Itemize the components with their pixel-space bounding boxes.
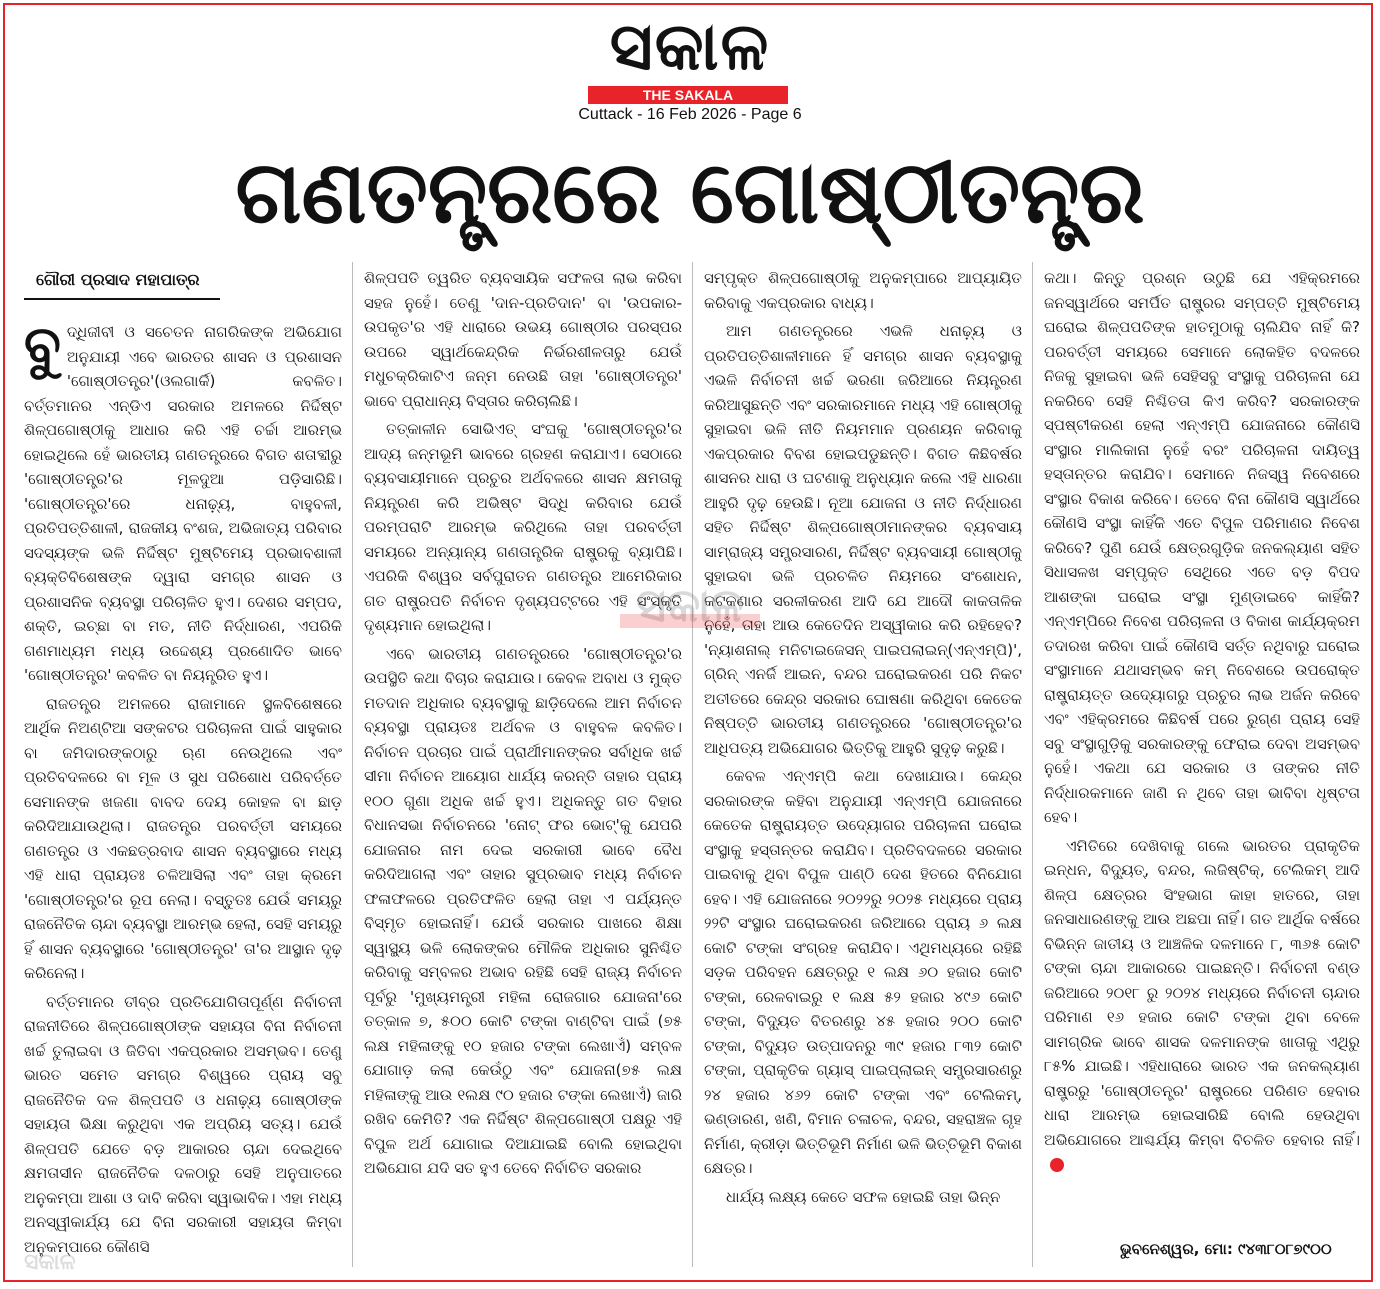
byline-underline [24,298,220,300]
column-divider [692,262,693,1267]
masthead [0,0,1380,135]
article-headline: ଗଣତନ୍ତ୍ରରେ ଗୋଷ୍ଠୀତନ୍ତ୍ର [235,143,1145,243]
logo-subtitle: THE SAKALA [642,87,734,103]
paragraph: କେବଳ ଏନ୍‌ଏମ୍‌ପି କଥା ଦେଖାଯାଉ। କେନ୍ଦ୍ର ସରକାରଙ୍କ କହିବା ଅନୁଯାୟୀ ଏନ୍‌ଏମ୍‌ପି ଯୋଜନାରେ କେତେକ ରାଷ୍ଟ୍ରାୟତ୍ତ ଉଦ୍ୟୋଗର ପରିଚାଳନା ଘରୋଇ ସଂସ୍ଥାକୁ ହସ୍ତାନ୍ତର କରାଯିବ। ପ୍ରତିବଦଳରେ ସରକାର ପାଇବାକୁ ଥିବା ବିପୁଳ ପାଣ୍ଠି ଦେଶ ହିତରେ ବିନିଯୋଗ ହେବ। ଏହି ଯୋଜନାରେ ୨୦୨୨ରୁ ୨୦୨୫ ମଧ୍ୟରେ ପ୍ରାୟ ୨୨ଟି ସଂସ୍ଥାର ଘରୋଇକରଣ ଜରିଆରେ ପ୍ରାୟ ୬ ଲକ୍ଷ କୋଟି ଟଙ୍କା ସଂଗ୍ରହ କରାଯିବ। ଏଥିମଧ୍ୟରେ ରହିଛି ସଡ଼କ ପରିବହନ କ୍ଷେତ୍ରରୁ ୧ ଲକ୍ଷ ୬୦ ହଜାର କୋଟି ଟଙ୍କା, ରେଳବାଇରୁ ୧ ଲକ୍ଷ ୫୨ ହଜାର ୪୯୬ କୋଟି ଟଙ୍କା, ବିଦ୍ୟୁତ ବିତରଣରୁ ୪୫ ହଜାର ୨୦୦ କୋଟି ଟଙ୍କା, ବିଦ୍ୟୁତ ଉତ୍ପାଦନରୁ ୩୯ ହଜାର ୮୩୨ କୋଟି ଟଙ୍କା, ପ୍ରାକୃତିକ ଗ୍ୟାସ୍ ପାଇପ୍‌ଲାଇନ୍ ସମ୍ପ୍ରସାରଣରୁ ୨୪ ହଜାର ୪୬୨ କୋଟି ଟଙ୍କା ଏବଂ ଟେଲିକମ୍, ଭଣ୍ଡାରଣ, ଖଣି, ବିମାନ ଚଳାଚଳ, ବନ୍ଦର, ସହରାଞ୍ଚଳ ଗୃହ ନିର୍ମାଣ, କ୍ରୀଡ଼ା ଭିତ୍ତିଭୂମି ନିର୍ମାଣ ଭଳି ଭିତ୍ତିଭୂମି ବିକାଶ କ୍ଷେତ୍ର। [704,767,1022,1177]
drop-cap: ବୁ [24,320,61,377]
article-column-1 [24,320,342,1266]
paragraph: ସମ୍ପୃକ୍ତ ଶିଳ୍ପଗୋଷ୍ଠୀକୁ ଅନୁକମ୍ପାରେ ଆପ୍ୟାୟିତ କରିବାକୁ ଏକପ୍ରକାର ବାଧ୍ୟ। [704,269,1022,312]
dateline: Cuttack - 16 Feb 2026 - Page 6 [578,106,802,123]
newspaper-logo: ସକାଳ [609,8,771,85]
watermark-band [620,614,760,628]
article-column-2 [364,266,682,1266]
column-divider [1032,262,1033,1267]
paragraph: ଆମ ଗଣତନ୍ତ୍ରରେ ଏଭଳି ଧନାଢ଼୍ୟ ଓ ପ୍ରତିପତ୍ତିଶାଳୀମାନେ ହିଁ ସମଗ୍ର ଶାସନ ବ୍ୟବସ୍ଥାକୁ ଏଭଳି ନିର୍ବାଚନୀ ଖର୍ଚ୍ଚ ଭରଣା ଜରିଆରେ ନିୟନ୍ତ୍ରଣ କରିଆସୁଛନ୍ତି ଏବଂ ସରକାରମାନେ ମଧ୍ୟ ଏହି ଗୋଷ୍ଠୀକୁ ସୁହାଇବା ଭଳି ନୀତି ନିୟମମାନ ପ୍ରଣୟନ କରିବାକୁ ଏକପ୍ରକାର ବିବଶ ହୋଇପଡୁଛନ୍ତି। ବିଗତ କିଛିବର୍ଷର ଶାସନର ଧାରା ଓ ଘଟଣାକୁ ଅନୁଧ୍ୟାନ କଲେ ଏହି ଧାରଣା ଆହୁରି ଦୃଢ଼ ହେଉଛି। ନୂଆ ଯୋଜନା ଓ ନୀତି ନିର୍ଦ୍ଧାରଣ ସହିତ ନିର୍ଦ୍ଦିଷ୍ଟ ଶିଳ୍ପଗୋଷ୍ଠୀମାନଙ୍କର ବ୍ୟବସାୟ ସାମ୍ରାଜ୍ୟ ସମ୍ପ୍ରସାରଣ, ନିର୍ଦ୍ଦିଷ୍ଟ ବ୍ୟବସାୟୀ ଗୋଷ୍ଠୀକୁ ସୁହାଇବା ଭଳି ପ୍ରଚଳିତ ନିୟମରେ ସଂଶୋଧନ, କଟକଣାର ସରଳୀକରଣ ଆଦି ଯେ ଆଦୌ କାକତାଳିକ ନୁହେଁ, ତାହା ଆଉ କେତେଦିନ ଅସ୍ୱୀକାର କରି ରହିହେବ? 'ନ୍ୟାଶନାଲ୍ ମନିଟାଇଜେସନ୍ ପାଇପଲାଇନ୍(ଏନ୍‌ଏମ୍‌ପି)', ଗ୍ରିନ୍ ଏନର୍ଜି ଆଇନ, ବନ୍ଦର ଘରୋଇକରଣ ପରି ନିକଟ ଅତୀତରେ କେନ୍ଦ୍ର ସରକାର ଘୋଷଣା କରିଥିବା କେତେକ ନିଷ୍ପତ୍ତି ଭାରତୀୟ ଗଣତନ୍ତ୍ରରେ 'ଗୋଷ୍ଠୀତନ୍ତ୍ର'ର ଆଧିପତ୍ୟ ଅଭିଯୋଗର ଭିତ୍ତିକୁ ଆହୁରି ସୁଦୃଢ଼ କରୁଛି। [704,322,1022,757]
end-mark-icon [1050,1158,1064,1172]
paragraph: କଥା। କିନ୍ତୁ ପ୍ରଶ୍ନ ଉଠୁଛି ଯେ ଏହିକ୍ରମରେ ଜନସ୍ୱାର୍ଥରେ ସମର୍ପିତ ରାଷ୍ଟ୍ରର ସମ୍ପତ୍ତି ମୁଷ୍ଟିମେୟ ଘରୋଇ ଶିଳ୍ପପତିଙ୍କ ହାତମୁଠାକୁ ଚାଲିଯିବ ନାହିଁ କି? ପରବର୍ତ୍ତୀ ସମୟରେ ସେମାନେ ଲୋକହିତ ବଦଳରେ ନିଜକୁ ସୁହାଇବା ଭଳି ସେହିସବୁ ସଂସ୍ଥାକୁ ପରିଚାଳନା ଯେ ନକରିବେ ସେହି ନିଶ୍ଚିତତା କିଏ କରିବ? ସରକାରଙ୍କ ସ୍ପଷ୍ଟୀକରଣ ହେଲା ଏନ୍‌ଏମ୍‌ପି ଯୋଜନାରେ କୌଣସି ସଂସ୍ଥାର ମାଲିକାନା ନୁହେଁ ବରଂ ପରିଚାଳନା ଦାୟିତ୍ୱ ହସ୍ତାନ୍ତର କରାଯିବ। ସେମାନେ ନିଜସ୍ୱ ନିବେଶରେ ସଂସ୍ଥାର ବିକାଶ କରିବେ। ତେବେ ବିନା କୌଣସି ସ୍ୱାର୍ଥରେ କୌଣସି ସଂସ୍ଥା କାହିଁକି ଏତେ ବିପୁଳ ପରିମାଣର ନିବେଶ କରିବେ? ପୁଣି ଯେଉଁ କ୍ଷେତ୍ରଗୁଡ଼ିକ ଜନକଲ୍ୟାଣ ସହିତ ସିଧାସଳଖ ସମ୍ପୃକ୍ତ ସେଥିରେ ଏତେ ବଡ଼ ବିପଦ ଆଶଙ୍କା ଘରୋଇ ସଂସ୍ଥା ମୁଣ୍ଡାଇବେ କାହିଁକି? ଏନ୍‌ଏମ୍‌ପିରେ ନିବେଶ ପରିଚାଳନା ଓ ବିକାଶ କାର୍ଯ୍ୟକ୍ରମ ତଦାରଖ କରିବା ପାଇଁ କୌଣସି ସର୍ତ୍ତ ନଥିବାରୁ ଘରୋଇ ସଂସ୍ଥାମାନେ ଯଥାସମ୍ଭବ କମ୍ ନିବେଶରେ ଉପରୋକ୍ତ ରାଷ୍ଟ୍ରାୟତ୍ତ ଉଦ୍ୟୋଗରୁ ପ୍ରଚୁର ଲାଭ ଅର୍ଜନ କରିବେ ଏବଂ ଏହିକ୍ରମରେ କିଛିବର୍ଷ ପରେ ରୁଗ୍ଣ ପ୍ରାୟ ସେହି ସବୁ ସଂସ୍ଥାଗୁଡ଼ିକୁ ସରକାରଙ୍କୁ ଫେରାଇ ଦେବା ଅସମ୍ଭବ ନୁହେଁ। ଏକଥା ଯେ ସରକାର ଓ ତାଙ୍କର ନୀତି ନିର୍ଦ୍ଧାରକମାନେ ଜାଣି ନ ଥିବେ ତାହା ଭାବିବା ଧୃଷ୍ଟତା ହେବ। [1044,269,1360,826]
paragraph: ରାଜତନ୍ତ୍ର ଅମଳରେ ରାଜାମାନେ ସ୍ଥଳବିଶେଷରେ ଆର୍ଥିକ ନିଅଣ୍ଟିଆ ସଙ୍କଟର ପରିଚାଳନା ପାଇଁ ସାହୁକାର ବା ଜମିଦାରଙ୍କଠାରୁ ଋଣ ନେଉଥିଲେ ଏବଂ ପ୍ରତିବଦଳରେ ବା ମୂଳ ଓ ସୁଧ ପରିଶୋଧ ପରିବର୍ତ୍ତେ ସେମାନଙ୍କ ଖଜଣା ବାବଦ ଦେୟ କୋହଳ ବା ଛାଡ଼ କରିଦିଆଯାଉଥିଲା। ରାଜତନ୍ତ୍ର ପରବର୍ତ୍ତୀ ସମୟରେ ଗଣତନ୍ତ୍ର ଓ ଏକଛତ୍ରବାଦ ଶାସନ ବ୍ୟବସ୍ଥାରେ ମଧ୍ୟ ଏହି ଧାରା ପ୍ରାୟତଃ ଚଳିଆସିଲା ଏବଂ ତାହା କ୍ରମେ 'ଗୋଷ୍ଠୀତନ୍ତ୍ର'ର ରୂପ ନେଲା। ବସ୍ତୁତଃ ଯେଉଁ ସମୟରୁ ରାଜନୈତିକ ଚାନ୍ଦା ବ୍ୟବସ୍ଥା ଆରମ୍ଭ ହେଲା, ସେହି ସମୟରୁ ହିଁ ଶାସନ ବ୍ୟବସ୍ଥାରେ 'ଗୋଷ୍ଠୀତନ୍ତ୍ର' ତା'ର ଆସ୍ଥାନ ଦୃଢ଼ କରିନେଲା। [24,694,342,982]
paragraph: ଧାର୍ଯ୍ୟ ଲକ୍ଷ୍ୟ କେତେ ସଫଳ ହୋଇଛି ତାହା ଭିନ୍ନ [726,1187,1001,1206]
article-column-3 [704,266,1022,1266]
paragraph: ବୁଦ୍ଧିଜୀବୀ ଓ ସଚେତନ ନାଗରିକଙ୍କ ଅଭିଯୋଗ ଅନୁଯାୟୀ ଏବେ ଭାରତର ଶାସନ ଓ ପ୍ରଶାସନ 'ଗୋଷ୍ଠୀତନ୍ତ୍ର'(ଓଲଗାର୍କି) କବଳିତ। ବର୍ତ୍ତମାନର ଏନ୍‌ଡିଏ ସରକାର ଅମଳରେ ନିର୍ଦ୍ଦିଷ୍ଟ ଶିଳ୍ପଗୋଷ୍ଠୀକୁ ଆଧାର କରି ଏହି ଚର୍ଚ୍ଚା ଆରମ୍ଭ ହୋଇଥିଲେ ହେଁ ଭାରତୀୟ ଗଣତନ୍ତ୍ରରେ ବିଗତ ଶତାବ୍ଦୀରୁ 'ଗୋଷ୍ଠୀତନ୍ତ୍ର'ର ମୂଳଦୁଆ ପଡ଼ିସାରିଛି। 'ଗୋଷ୍ଠୀତନ୍ତ୍ର'ରେ ଧନାଢ଼୍ୟ, ବାହୁବଳୀ, ପ୍ରତିପତ୍ତିଶାଳୀ, ରାଜକୀୟ ବଂଶଜ, ଅଭିଜାତ୍ୟ ପରିବାର ସଦସ୍ୟଙ୍କ ଭଳି ନିର୍ଦ୍ଦିଷ୍ଟ ମୁଷ୍ଟିମେୟ ପ୍ରଭାବଶାଳୀ ବ୍ୟକ୍ତିବିଶେଷଙ୍କ ଦ୍ୱାରା ସମଗ୍ର ଶାସନ ଓ ପ୍ରଶାସନିକ ବ୍ୟବସ୍ଥା ପରିଚାଳିତ ହୁଏ। ଦେଶର ସମ୍ପଦ, ଶକ୍ତି, ଇଚ୍ଛା ବା ମତ, ନୀତି ନିର୍ଦ୍ଧାରଣ, ଏପରିକି ଗଣମାଧ୍ୟମ ମଧ୍ୟ ଉଦ୍ଦେଶ୍ୟ ପ୍ରଣୋଦିତ ଭାବେ 'ଗୋଷ୍ଠୀତନ୍ତ୍ର' କବଳିତ ବା ନିୟନ୍ତ୍ରିତ ହୁଏ। [24,320,342,684]
paragraph: ଶିଳ୍ପପତି ତ୍ୱରିତ ବ୍ୟବସାୟିକ ସଫଳତା ଲାଭ କରିବା ସହଜ ନୁହେଁ। ତେଣୁ 'ଦାନ-ପ୍ରତିଦାନ' ବା 'ଉପକାର-ଉପକୃତ'ର ଏହି ଧାରାରେ ଉଭୟ ଗୋଷ୍ଠୀର ପରସ୍ପର ଉପରେ ସ୍ୱାର୍ଥକେନ୍ଦ୍ରିକ ନିର୍ଭରଶୀଳତାରୁ ଯେଉଁ ମଧୁଚକ୍ରିକାଟିଏ ଜନ୍ମ ନେଉଛି ତାହା 'ଗୋଷ୍ଠୀତନ୍ତ୍ର' ଭାବେ ପ୍ରାଧାନ୍ୟ ବିସ୍ତାର କରିଚାଲିଛି। [364,269,682,410]
author-signoff: ଭୁବନେଶ୍ୱର, ମୋ: ୯୪୩୮୦୮୭୯୦୦ [1120,1240,1332,1258]
paragraph: ଏବେ ଭାରତୀୟ ଗଣତନ୍ତ୍ରରେ 'ଗୋଷ୍ଠୀତନ୍ତ୍ର'ର ଉପସ୍ଥିତି କଥା ବିଚାର କରାଯାଉ। କେବଳ ଅବାଧ ଓ ମୁକ୍ତ ମତଦାନ ଅଧିକାର ବ୍ୟବସ୍ଥାକୁ ଛାଡ଼ିଦେଲେ ଆମ ନିର୍ବାଚନ ବ୍ୟବସ୍ଥା ପ୍ରାୟତଃ ଅର୍ଥବଳ ଓ ବାହୁବଳ କବଳିତ। ନିର୍ବାଚନ ପ୍ରଚାର ପାଇଁ ପ୍ରାର୍ଥୀମାନଙ୍କର ସର୍ବାଧିକ ଖର୍ଚ୍ଚ ସୀମା ନିର୍ବାଚନ ଆୟୋଗ ଧାର୍ଯ୍ୟ କରନ୍ତି ତାହାର ପ୍ରାୟ ୧୦୦ ଗୁଣା ଅଧିକ ଖର୍ଚ୍ଚ ହୁଏ। ଅଧିକନ୍ତୁ ଗତ ବିହାର ବିଧାନସଭା ନିର୍ବାଚନରେ 'ନୋଟ୍ ଫର ଭୋଟ୍'କୁ ଯେପରି ଯୋଜନାର ନାମ ଦେଇ ସରକାରୀ ଭାବେ ବୈଧ କରିଦିଆଗଲା ଏବଂ ତାହାର ସୁପ୍ରଭାବ ମଧ୍ୟ ନିର୍ବାଚନ ଫଳାଫଳରେ ପ୍ରତିଫଳିତ ହେଲା ତାହା ଏ ପର୍ଯ୍ୟନ୍ତ ବିସ୍ମୃତ ହୋଇନାହିଁ। ଯେଉଁ ସରକାର ପାଖରେ ଶିକ୍ଷା ସ୍ୱାସ୍ଥ୍ୟ ଭଳି ଲୋକଙ୍କର ମୌଳିକ ଅଧିକାର ସୁନିଶ୍ଚିତ କରିବାକୁ ସମ୍ବଳର ଅଭାବ ରହିଛି ସେହି ରାଜ୍ୟ ନିର୍ବାଚନ ପୂର୍ବରୁ 'ମୁଖ୍ୟମନ୍ତ୍ରୀ ମହିଳା ରୋଜଗାର ଯୋଜନା'ରେ ତତ୍କାଳ ୭, ୫୦୦ କୋଟି ଟଙ୍କା ବାଣ୍ଟିବା ପାଇଁ (୭୫ ଲକ୍ଷ ମହିଳାଙ୍କୁ ୧୦ ହଜାର ଟଙ୍କା ଲେଖାଏଁ) ସମ୍ବଳ ଯୋଗାଡ଼ କଲା କେଉଁଠୁ ଏବଂ ଯୋଜନା(୭୫ ଲକ୍ଷ ମହିଳାଙ୍କୁ ଆଉ ୧ଲକ୍ଷ ୯୦ ହଜାର ଟଙ୍କା ଲେଖାଏଁ) ଜାରି ରଖିବ କେମିତି? ଏକ ନିର୍ଦ୍ଦିଷ୍ଟ ଶିଳ୍ପଗୋଷ୍ଠୀ ପକ୍ଷରୁ ଏହି ବିପୁଳ ଅର୍ଥ ଯୋଗାଇ ଦିଆଯାଇଛି ବୋଲି ହୋଇଥିବା ଅଭିଯୋଗ ଯଦି ସତ ହୁଏ ତେବେ ନିର୍ବାଚିତ ସରକାର [364,644,682,1177]
paragraph: ଏମିତିରେ ଦେଖିବାକୁ ଗଲେ ଭାରତର ପ୍ରାକୃତିକ ଇନ୍ଧନ, ବିଦ୍ୟୁତ୍, ବନ୍ଦର, ଲଜିଷ୍ଟିକ୍, ଟେଲିକମ୍ ଆଦି ଶିଳ୍ପ କ୍ଷେତ୍ରର ସିଂହଭାଗ କାହା ହାତରେ, ତାହା ଜନସାଧାରଣଙ୍କୁ ଆଉ ଅଛପା ନାହିଁ। ଗତ ଆର୍ଥିକ ବର୍ଷରେ ବିଭିନ୍ନ ଜାତୀୟ ଓ ଆଞ୍ଚଳିକ ଦଳମାନେ ୮, ୩୬୫ କୋଟି ଟଙ୍କା ଚାନ୍ଦା ଆକାରରେ ପାଇଛନ୍ତି। ନିର୍ବାଚନୀ ବଣ୍ଡ ଜରିଆରେ ୨୦୧୮ ରୁ ୨୦୨୪ ମଧ୍ୟରେ ନିର୍ବାଚନୀ ଚାନ୍ଦାର ପରିମାଣ ୧୬ ହଜାର କୋଟି ଟଙ୍କା ଥିବା ବେଳେ ସାମଗ୍ରିକ ଭାବେ ଶାସକ ଦଳମାନଙ୍କ ଖାତାକୁ ଏଥିରୁ ୮୫% ଯାଇଛି। ଏହିଧାରାରେ ଭାରତ ଏକ ଜନକଲ୍ୟାଣ ରାଷ୍ଟ୍ରରୁ 'ଗୋଷ୍ଠୀତନ୍ତ୍ର' ରାଷ୍ଟ୍ରରେ ପରିଣତ ହେବାର ଧାରା ଆରମ୍ଭ ହୋଇସାରିଛି ବୋଲି ହେଉଥିବା ଅଭିଯୋଗରେ ଆଶ୍ଚର୍ଯ୍ୟ କିମ୍ବା ବିଚଳିତ ହେବାର ନାହିଁ। [1044,834,1360,1177]
paragraph: ତତ୍କାଳୀନ ସୋଭିଏତ୍ ସଂଘକୁ 'ଗୋଷ୍ଠୀତନ୍ତ୍ର'ର ଆଦ୍ୟ ଜନ୍ମଭୂମି ଭାବରେ ଗ୍ରହଣ କରାଯାଏ। ସେଠାରେ ବ୍ୟବସାୟୀମାନେ ପ୍ରଚୁର ଅର୍ଥବଳରେ ଶାସନ କ୍ଷମତାକୁ ନିୟନ୍ତ୍ରଣ କରି ଅଭିଷ୍ଟ ସିଦ୍ଧି କରିବାର ଯେଉଁ ପରମ୍ପରାଟି ଆରମ୍ଭ କରିଥିଲେ ତାହା ପରବର୍ତ୍ତୀ ସମୟରେ ଅନ୍ୟାନ୍ୟ ଗଣତାନ୍ତ୍ରିକ ରାଷ୍ଟ୍ରକୁ ବ୍ୟାପିଛି। ଏପରିକି ବିଶ୍ୱର ସର୍ବପୁରାତନ ଗଣତନ୍ତ୍ର ଆମେରିକାର ଗତ ରାଷ୍ଟ୍ରପତି ନିର୍ବାଚନ ଦୃଶ୍ୟପଟ୍ଟରେ ଏହି ସଂସ୍କୃତି ଦୃଶ୍ୟମାନ ହୋଇଥିଲା। [364,420,682,634]
watermark-logo-small: ସକାଳ [24,1250,76,1275]
article-column-4 [1044,266,1360,1236]
byline: ଗୌରୀ ପ୍ରସାଦ ମହାପାତ୍ର [36,270,200,289]
column-divider [352,262,353,1267]
paragraph: ବର୍ତ୍ତମାନର ତୀବ୍ର ପ୍ରତିଯୋଗିତାପୂର୍ଣ୍ଣ ନିର୍ବାଚନୀ ରାଜନୀତିରେ ଶିଳ୍ପଗୋଷ୍ଠୀଙ୍କ ସହାୟତା ବିନା ନିର୍ବାଚନୀ ଖର୍ଚ୍ଚ ତୁଲାଇବା ଓ ଜିତିବା ଏକପ୍ରକାର ଅସମ୍ଭବ। ତେଣୁ ଭାରତ ସମେତ ସମଗ୍ର ବିଶ୍ୱରେ ପ୍ରାୟ ସବୁ ରାଜନୈତିକ ଦଳ ଶିଳ୍ପପତି ଓ ଧନାଢ଼୍ୟ ଗୋଷ୍ଠୀଙ୍କ ସହାୟତା ଭିକ୍ଷା କରୁଥିବା ଏକ ଅପ୍ରିୟ ସତ୍ୟ। ଯେଉଁ ଶିଳ୍ପପତି ଯେତେ ବଡ଼ ଆକାରର ଚାନ୍ଦା ଦେଇଥିବେ କ୍ଷମତାସୀନ ରାଜନୈତିକ ଦଳଠାରୁ ସେହି ଅନୁପାତରେ ଅନୁକମ୍ପା ଆଶା ଓ ଦାବି କରିବା ସ୍ୱାଭାବିକ। ଏହା ମଧ୍ୟ ଅନସ୍ୱୀକାର୍ଯ୍ୟ ଯେ ବିନା ସରକାରୀ ସହାୟତା କିମ୍ବା ଅନୁକମ୍ପାରେ କୌଣସି [24,992,342,1256]
watermark-logo: ସକାଳ [636,578,744,632]
